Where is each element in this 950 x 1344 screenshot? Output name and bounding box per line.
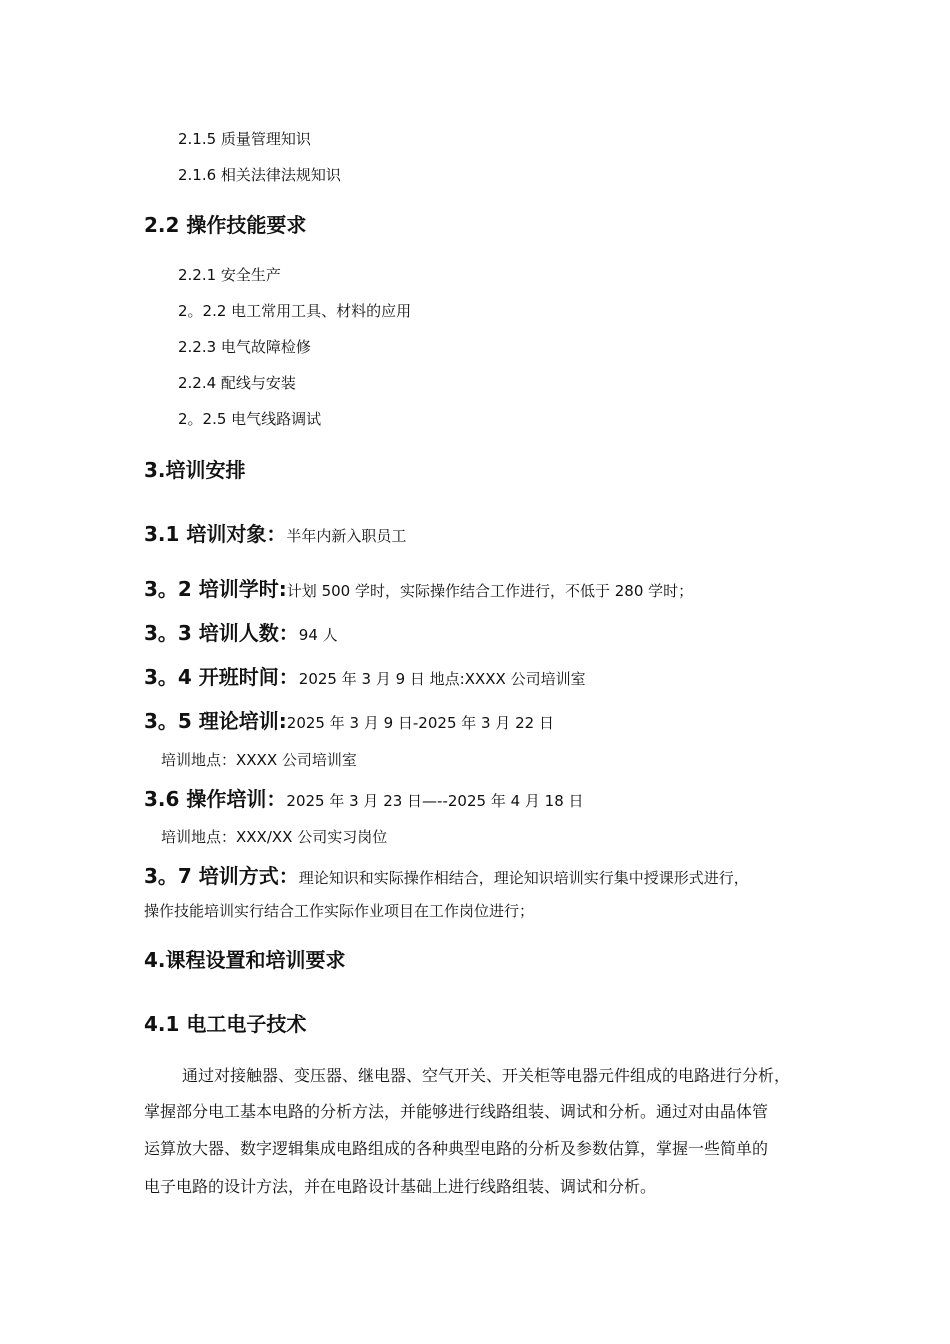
location-3-6: 培训地点：XXX/XX 公司实习岗位 [161,828,388,846]
row-3-1 [144,518,406,547]
value-3-2: 计划 500 学时，实际操作结合工作进行，不低于 280 学时； [286,582,694,600]
value-3-7: 理论知识和实际操作相结合，理论知识培训实行集中授课形式进行， [298,869,749,887]
location-3-5: 培训地点：XXXX 公司培训室 [161,751,357,769]
heading-2-2: 2.2 操作技能要求 [144,213,307,237]
value-3-3: 94 人 [298,626,338,644]
row-3-7 [144,860,749,889]
paragraph-line-4: 电子电路的设计方法，并在电路设计基础上进行线路组装、调试和分析。 [144,1177,657,1196]
heading-4-1: 4.1 电工电子技术 [144,1012,307,1036]
item-2-2-5: 2。2.5 电气线路调试 [178,410,322,428]
item-2-1-5: 2.1.5 质量管理知识 [178,130,311,148]
value-3-1: 半年内新入职员工 [286,527,407,545]
row-3-2 [144,573,693,602]
item-2-2-2: 2。2.2 电工常用工具、材料的应用 [178,302,412,320]
label-3-3: 3。3 培训人数： [144,621,299,645]
value-3-5: 2025 年 3 月 9 日-2025 年 3 月 22 日 [286,714,554,732]
value-3-6: 2025 年 3 月 23 日—--2025 年 4 月 18 日 [286,792,584,810]
heading-4: 4.课程设置和培训要求 [144,948,346,972]
value-3-4: 2025 年 3 月 9 日 地点:XXXX 公司培训室 [298,670,586,688]
label-3-5: 3。5 理论培训: [144,709,287,733]
row-3-4 [144,661,586,690]
method-continuation: 操作技能培训实行结合工作实际作业项目在工作岗位进行； [144,902,535,920]
item-2-2-4: 2.2.4 配线与安装 [178,374,296,392]
paragraph-line-1: 通过对接触器、变压器、继电器、空气开关、开关柜等电器元件组成的电路进行分析， [182,1066,791,1085]
row-3-6 [144,783,584,812]
label-3-6: 3.6 操作培训： [144,787,287,811]
row-3-3 [144,617,338,646]
item-2-2-3: 2.2.3 电气故障检修 [178,338,311,356]
paragraph-line-3: 运算放大器、数字逻辑集成电路组成的各种典型电路的分析及参数估算，掌握一些简单的 [144,1139,769,1158]
row-3-5 [144,705,554,734]
label-3-4: 3。4 开班时间： [144,665,299,689]
label-3-1: 3.1 培训对象： [144,522,287,546]
paragraph-line-2: 掌握部分电工基本电路的分析方法，并能够进行线路组装、调试和分析。通过对由晶体管 [144,1102,769,1121]
heading-3: 3.培训安排 [144,458,246,482]
item-2-1-6: 2.1.6 相关法律法规知识 [178,166,341,184]
item-2-2-1: 2.2.1 安全生产 [178,266,281,284]
label-3-7: 3。7 培训方式： [144,864,299,888]
label-3-2: 3。2 培训学时: [144,577,287,601]
